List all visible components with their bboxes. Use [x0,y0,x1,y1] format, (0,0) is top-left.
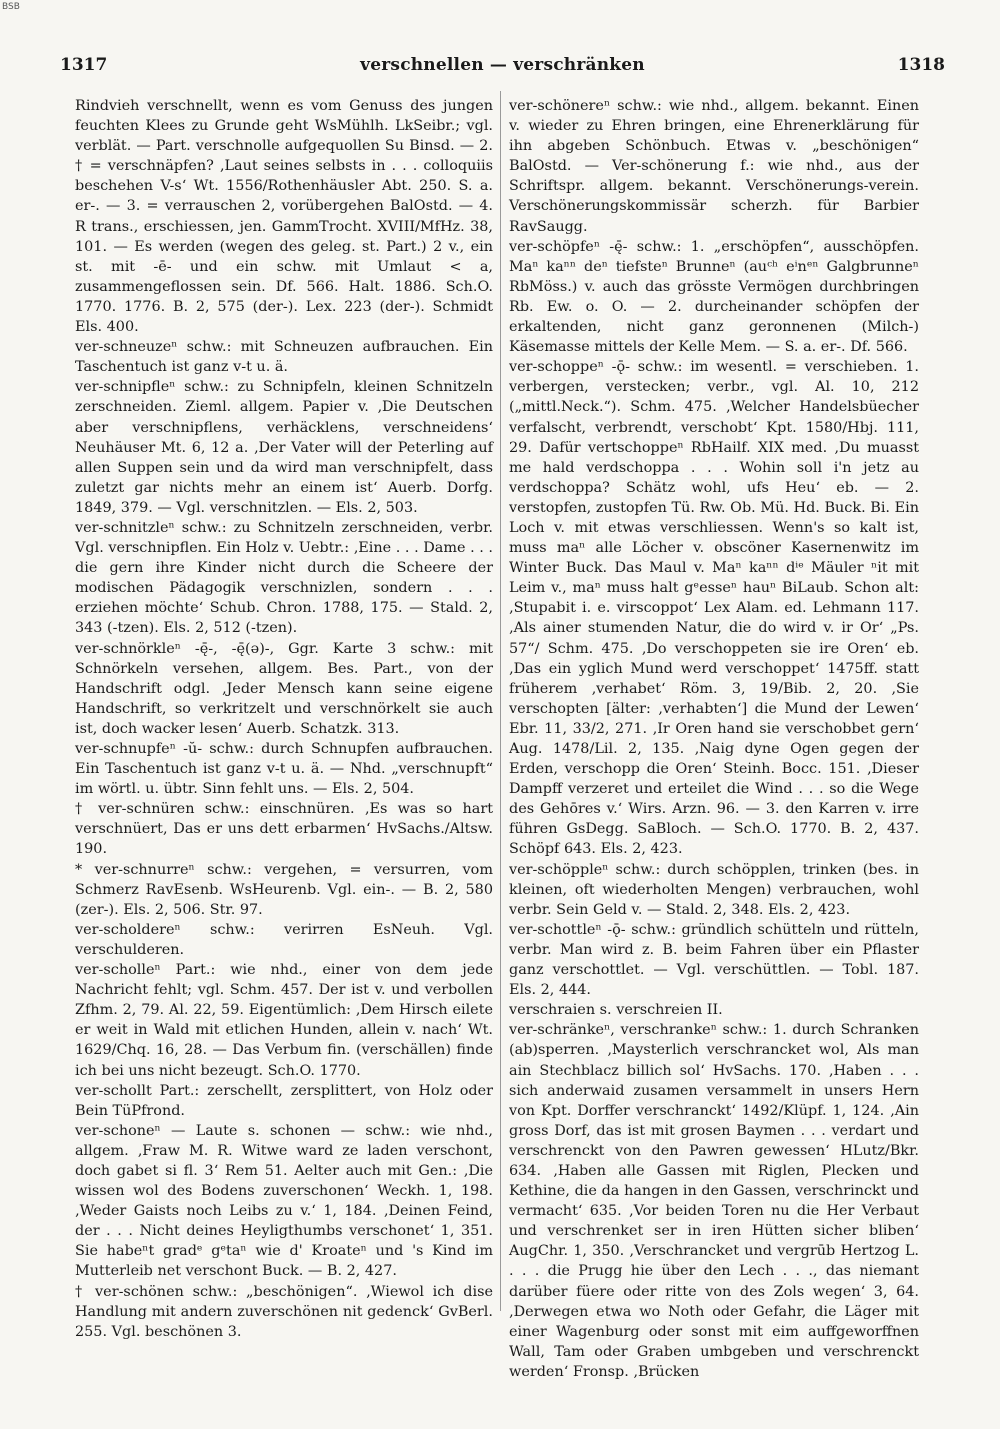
entry-verschonen: ver-schoneⁿ — Laute s. schonen — schw.: wie nhd., allgem. ‚Fraw M. R. Witwe ward ze laden verschont, doch gabet si fl. 3‘ Rem 51. Aelter auch mit Gen.: ‚Die wissen wol des Bodens zuverschonen‘ Weckh. 1, 198. ‚Weder Gaists noch Leibs zu v.‘ 1, 184. ‚Deinen Feind, der . . . Nicht deines Heyligthumbs verschonet‘ 1, 351. Sie habeⁿt gradᵉ gᵉtaⁿ wie d' Kroateⁿ und 's Kind im Mutterleib net verschont Buck. — B. 2, 427. [75,1122,493,1280]
entry-verscholderen: ver-scholdereⁿ schw.: verirren EsNeuh. Vgl. verschulderen. [75,921,493,958]
entry-verschneuzen: ver-schneuzeⁿ schw.: mit Schneuzen aufbrauchen. Ein Taschentuch ist ganz v-t u. ä. [75,339,493,376]
entry-verschottlen: ver-schottleⁿ -ǭ- schw.: gründlich schütteln und rütteln, verbr. Man wird z. B. beim Fahren über ein Pflaster ganz verschottlet. — Vgl. verschüttlen. — Tobl. 187. Els. 2, 444. [509,921,919,999]
page-number-left: 1317 [60,55,108,75]
right-column [509,96,919,1382]
entry-verschoenen: † ver-schönen schw.: „beschönigen“. ‚Wiewol ich dise Handlung mit andern zuverschönen nit gedenck‘ GvBerl. 255. Vgl. beschönen 3. [75,1283,493,1340]
entry-verschnipflen: ver-schnipfleⁿ schw.: zu Schnipfeln, kleinen Schnitzeln zerschneiden. Zieml. allgem. Papier v. ‚Die Deutschen aber verschnipflens, verhäcklens, verschneidens‘ Neuhäuser Mt. 6, 12 a. ‚Der Vater will der Peterling auf allen Suppen sein und da wird man verschnipfelt, dass zuletzt gar nichts mehr an einem ist‘ Auerb. Dorfg. 1849, 379. — Vgl. verschnitzlen. — Els. 2, 503. [75,379,493,516]
left-column [75,96,493,1342]
entry-verschollt: ver-schollt Part.: zerschellt, zersplittert, von Holz oder Bein TüPfrond. [75,1082,493,1119]
entry-verschnurren: * ver-schnurreⁿ schw.: vergehen, = versurren, vom Schmerz RavEsenb. WsHeurenb. Vgl. ein-. — B. 2, 580 (zer-). Els. 2, 506. Str. 97. [75,861,493,918]
entry-verschnoerklen: ver-schnörkleⁿ -ę̄-, -ę̄(ə)-, Ggr. Karte 3 schw.: mit Schnörkeln versehen, allgem. Bes. Part., von der Handschrift odgl. ‚Jeder Mensch kann seine eigene Handschrift, so verkritzelt und verschnörkelt sie auch ist, doch wacker lesen‘ Auerb. Schatzk. 313. [75,640,493,737]
page-header [60,55,945,77]
entry-verschnupfen: ver-schnupfeⁿ -ŭ- schw.: durch Schnupfen aufbrauchen. Ein Taschentuch ist ganz v-t u. ä. — Nhd. „verschnupft“ im wörtl. u. übtr. Sinn fehlt uns. — Els. 2, 504. [75,741,493,798]
column-divider [500,91,501,1311]
entry-verschnueren: † ver-schnüren schw.: einschnüren. ‚Es was so hart verschnüert, Das er uns dett erbarmen‘ HvSachs./Altsw. 190. [75,801,493,858]
page-number-right: 1318 [897,55,945,75]
entry-verschoppen: ver-schoppeⁿ -ǭ- schw.: im wesentl. = verschieben. 1. verbergen, verstecken; verbr., vgl. Al. 10, 212 („mittl.Neck.“). Schm. 475. ‚Welcher Handelsbüecher verfalscht, verbrendt, verschobt‘ Kpt. 1580/Hbj. 111, 29. Dafür vertschoppeⁿ RbHailf. XIX med. ‚Du muasst me hald verdschoppa . . . Wohin soll i'n jetz au verdschoppa? Schätz wohl, ufs Heu‘ eb. — 2. verstopfen, zustopfen Tü. Rw. Ob. Mü. Hd. Buck. Bi. Ein Loch v. mit etwas verschliessen. Wenn's so kalt ist, muss maⁿ alle Löcher v. obscöner Kasernenwitz im Winter Buck. Das Maul v. Maⁿ kaⁿⁿ dⁱᵉ Mäuler ⁿit mit Leim v., maⁿ muss halt gᵉesseⁿ hauⁿ BiLaub. Schon alt: ‚Stupabit i. e. virscoppot‘ Lex Alam. ed. Lehmann 117. ‚Als ainer stumenden Natur, die do wird v. ir Or‘ „Ps. 57“/ Schm. 475. ‚Do verschoppeten sie ire Oren‘ eb. ‚Das ein yglich Mund werd verschoppet‘ 1475ff. statt früherem ‚verhabet‘ Röm. 3, 19/Bib. 2, 20. ‚Sie verschopten [älter: ‚verhabten‘] die Mund der Lewen‘ Ebr. 11, 33/2, 271. ‚Ir Oren hand sie verschobbet gern‘ Aug. 1478/Lil. 2, 135. ‚Naig dyne Ogen gegen der Erden, verschopp die Oren‘ Steinh. Bocc. 151. ‚Dieser Dampff verzeret und erteilet die Wind . . . so die Wege des Gehōres v.‘ Wirs. Arzn. 96. — 3. den Karren v. irre führen GsDegg. SaBloch. — Sch.O. 1770. B. 2, 437. Schöpf 643. Els. 2, 423. [509,359,919,858]
entry-verschraien: verschraien s. verschreien II. [509,1002,723,1019]
entry-verschoepplen: ver-schöppleⁿ schw.: durch schöpplen, trinken (bes. in kleinen, oft wiederholten Mengen) verbrauchen, wohl verbr. Sein Geld v. — Stald. 2, 348. Els. 2, 423. [509,861,919,918]
entry-verschoeneren: ver-schönereⁿ schw.: wie nhd., allgem. bekannt. Einen v. wieder zu Ehren bringen, eine Ehrenerklärung für ihn abgeben Schönbuch. Etwas v. „beschönigen“ BalOstd. — Ver-schönerung f.: wie nhd., aus der Schriftspr. allgem. bekannt. Verschönerungs-verein. Verschönerungskommissär scherzh. für Barbier RavSaugg. [509,98,919,235]
library-stamp: BSB [2,2,20,12]
entry-verschraenken: ver-schränkeⁿ, verschrankeⁿ schw.: 1. durch Schranken (ab)sperren. ‚Maysterlich verschrancket wol, Als man ain Stechblacz billich sol‘ HvSachs. 170. ‚Haben . . . sich anderwaid zusamen versammelt in unsers Hern von Kpt. Dorffer verschranckt‘ 1492/Klüpf. 1, 124. ‚Ain gross Dorf, das ist mit grosen Baymen . . . verdart und verschrenckt von den Pawren gewessen‘ HLutz/Bkr. 634. ‚Haben alle Gassen mit Riglen, Plecken und Kethine, die da hangen in den Gassen, verschrinckt und vermacht‘ 635. ‚Vor beiden Toren nu die Her Verbaut und verschrenket ser in iren Hütten sicher bliben‘ AugChr. 1, 350. ‚Verschrancket und vergrūb Hertzog L. . . . die Prugg hie über den Lech . . ., das niemant darüber füere oder ritte von des Zols wegen‘ 3, 64. ‚Derwegen etwa wo Noth oder Gefahr, die Läger mit einer Wagenburg oder sonst mit eim auffgeworffnen Wall, Tam oder Graben umbgeben und verschrenckt werden‘ Fronsp. ‚Brücken [509,1022,919,1380]
entry-verschnitzlen: ver-schnitzleⁿ schw.: zu Schnitzeln zerschneiden, verbr. Vgl. verschnipflen. Ein Holz v. Uebtr.: ‚Eine . . . Dame . . . die gern ihre Kinder nicht durch die Scheere der modischen Pädagogik verschnizlen, sondern . . . erziehen möchte‘ Schub. Chron. 1788, 175. — Stald. 2, 343 (-tzen). Els. 2, 512 (-tzen). [75,519,493,637]
entry-verschoepfen: ver-schöpfeⁿ -ę̄- schw.: 1. „erschöpfen“, ausschöpfen. Maⁿ kaⁿⁿ deⁿ tiefsteⁿ Brunneⁿ (auᶜʰ eⁱnᵉⁿ Galgbrunneⁿ RbMöss.) v. auch das grösste Vermögen durchbringen Rb. Ew. o. O. — 2. durcheinander schöpfen der erkaltenden, nicht ganz geronnenen (Milch-) Käsemasse mittels der Kelle Mem. — S. a. er-. Df. 566. [509,238,919,356]
entry-verschollen: ver-scholleⁿ Part.: wie nhd., einer von dem jede Nachricht fehlt; vgl. Schm. 457. Der ist v. und verbollen Zfhm. 2, 79. Al. 22, 59. Eigentümlich: ‚Dem Hirsch eilete er weit in Wald mit etlichen Hunden, allein v. nach‘ Wt. 1629/Chq. 16, 28. — Das Verbum fin. (verschällen) finde ich bei uns nicht bezeugt. Sch.O. 1770. [75,962,493,1079]
running-title: verschnellen — verschränken [360,55,645,75]
entry-continuation: Rindvieh verschnellt, wenn es vom Genuss des jungen feuchten Klees zu Grunde geht WsMühlh. LkSeibr.; vgl. verblät. — Part. verschnolle aufgequollen Su Binsd. — 2. † = verschnäpfen? ‚Laut seines selbsts in . . . colloquiis beschehen V-s‘ Wt. 1556/Rothenhäusler Abt. 250. S. a. er-. — 3. = verrauschen 2, vorübergehen BalOstd. — 4. R trans., erschiessen, jen. GammTrocht. XVIII/MfHz. 38, 101. — Es werden (wegen des geleg. st. Part.) 2 v., ein st. mit -ē- und ein schw. mit Umlaut < a, zusammengeflossen sein. Df. 566. Halt. 1886. Sch.O. 1770. 1776. B. 2, 575 (der-). Lex. 223 (der-). Schmidt Els. 400. [75,98,493,336]
